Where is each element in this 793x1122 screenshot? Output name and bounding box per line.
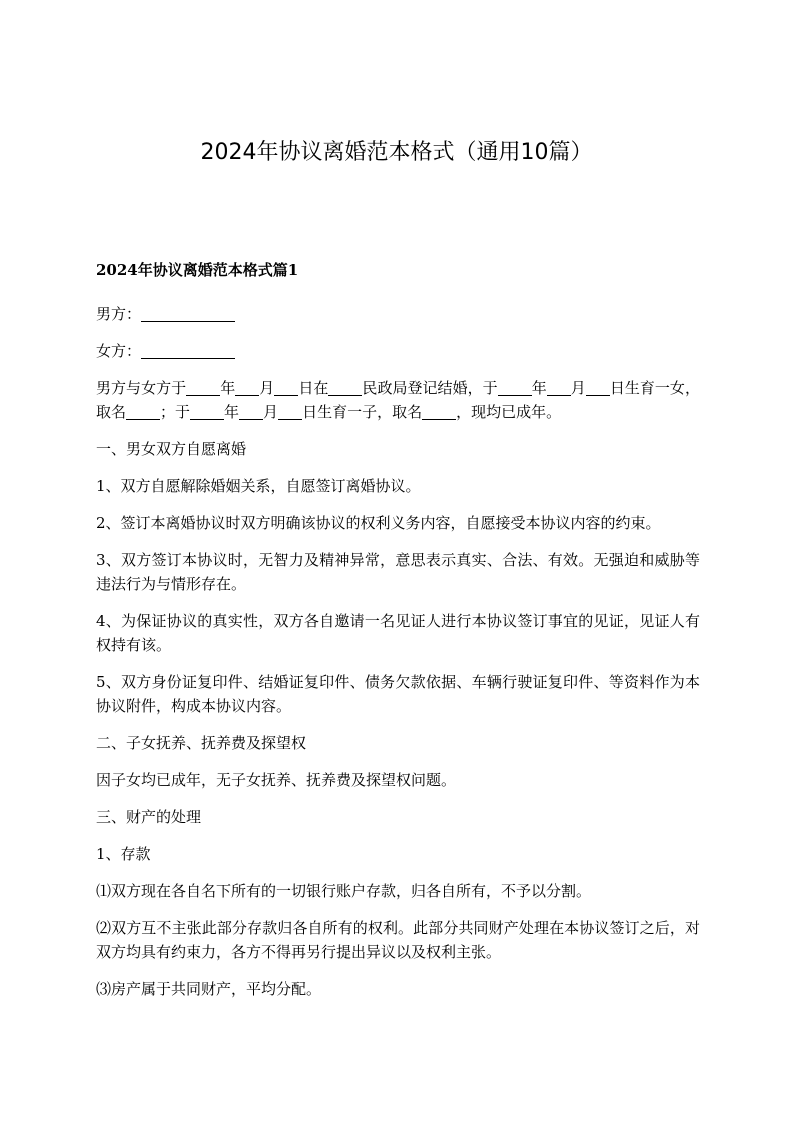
deposit-item-3: ⑶房产属于共同财产，平均分配。 <box>96 980 322 998</box>
blank-field <box>278 403 302 420</box>
heading-child-support: 二、子女抚养、抚养费及探望权 <box>96 734 307 752</box>
clause-2: 2、签订本离婚协议时双方明确该协议的权利义务内容，自愿接受本协议内容的约束。 <box>96 514 661 532</box>
document-title: 2024年协议离婚范本格式（通用10篇） <box>200 140 593 165</box>
blank-field <box>274 379 298 396</box>
blank-field <box>498 379 532 396</box>
text-fragment: 年 <box>220 379 236 397</box>
clause-4: 4、为保证协议的真实性，双方各自邀请一名见证人进行本协议签订事宜的见证，见证人有权持有该。 <box>96 612 700 654</box>
clause-3: 3、双方签订本协议时，无智力及精神异常，意思表示真实、合法、有效。无强迫和威胁等违法行为与情形存在。 <box>96 551 700 593</box>
blank-field <box>328 379 362 396</box>
text-fragment: 年 <box>224 403 240 421</box>
child-support-text: 因子女均已成年，无子女抚养、抚养费及探望权问题。 <box>96 771 457 789</box>
text-fragment: 日生育一女，取名 <box>96 379 700 421</box>
blank-field <box>235 379 259 396</box>
heading-voluntary-divorce: 一、男女双方自愿离婚 <box>96 440 247 458</box>
blank-field <box>190 403 224 420</box>
clause-5: 5、双方身份证复印件、结婚证复印件、债务欠款依据、车辆行驶证复印件、等资料作为本协议附件，构成本协议内容。 <box>96 673 700 715</box>
blank-field <box>186 379 220 396</box>
text-fragment: 日在 <box>298 379 329 397</box>
section-heading: 2024年协议离婚范本格式篇1 <box>96 261 299 279</box>
marriage-info-paragraph <box>96 376 700 424</box>
female-label: 女方： <box>96 342 142 360</box>
heading-property: 三、财产的处理 <box>96 808 202 826</box>
blank-field <box>239 403 263 420</box>
text-fragment: 月 <box>263 403 279 421</box>
text-fragment: ，现均已成年。 <box>456 403 562 421</box>
blank-field <box>126 403 160 420</box>
clause-1: 1、双方自愿解除婚姻关系，自愿签订离婚协议。 <box>96 477 421 495</box>
text-fragment: ；于 <box>160 403 191 421</box>
male-name-blank <box>141 305 235 322</box>
female-name-blank <box>141 342 235 359</box>
blank-field <box>422 403 456 420</box>
text-fragment: 男方与女方于 <box>96 379 187 397</box>
deposit-item-1: ⑴双方现在各自名下所有的一切银行账户存款，归各自所有，不予以分割。 <box>96 882 592 900</box>
blank-field <box>586 379 610 396</box>
text-fragment: 月 <box>570 379 586 397</box>
deposit-item-2: ⑵双方互不主张此部分存款归各自所有的权利。此部分共同财产处理在本协议签订之后，对双方均具有约束力，各方不得再另行提出异议以及权利主张。 <box>96 919 700 961</box>
blank-field <box>547 379 571 396</box>
text-fragment: 民政局登记结婚，于 <box>362 379 498 397</box>
female-party-line <box>96 339 700 363</box>
male-party-line <box>96 302 700 326</box>
text-fragment: 月 <box>259 379 275 397</box>
property-deposit-heading: 1、存款 <box>96 845 151 863</box>
document-body <box>96 258 700 1014</box>
male-label: 男方： <box>96 305 142 323</box>
text-fragment: 日生育一子，取名 <box>302 403 423 421</box>
text-fragment: 年 <box>531 379 547 397</box>
